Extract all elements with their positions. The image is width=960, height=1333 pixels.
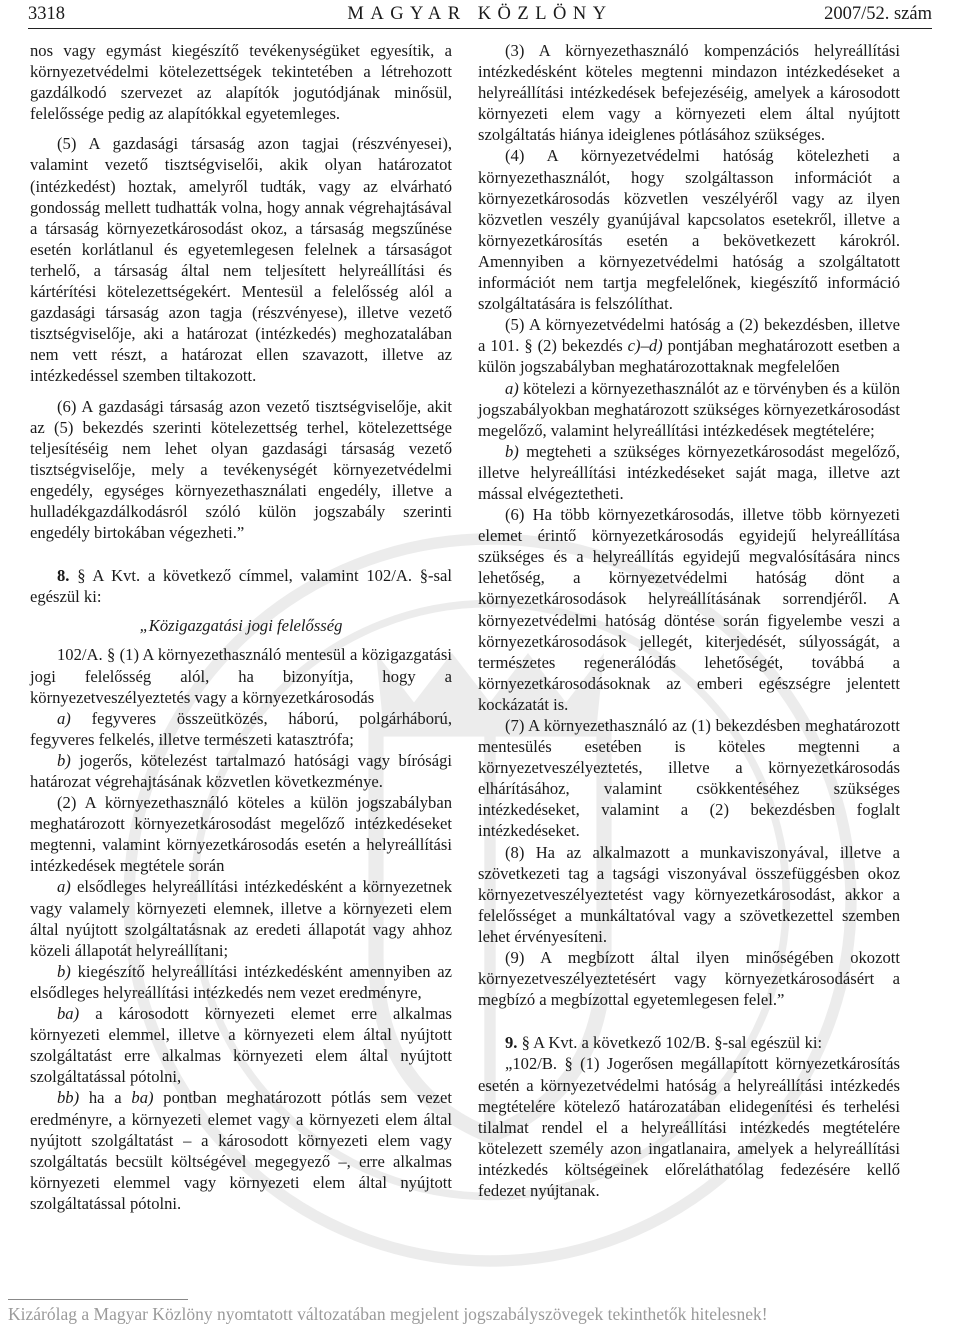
paragraph-text: (5) A környezetvédelmi hatóság a (2) bekezdésben, illetve a 101. § (2) bekezdés [478,315,900,356]
list-item [30,1087,452,1214]
left-column [30,40,452,1214]
paragraph-5 [478,314,900,377]
item-text: kötelezi a környezethasználót az e törvényben és a külön jogszabályokban meghatározott szükséges környezetkárosodást megelőző, valamint helyreállítási intézkedések megtételére; [478,378,900,440]
paragraph-9: (9) A megbízott által ilyen minőségében okozott környezetveszélyeztetésért vagy környezetkárosodásért a megbízó a megbízottal egyetemlegesen felel.” [478,948,900,1010]
item-text: fegyveres összeütközés, háború, polgárháború, fegyveres felkelés, illetve természeti katasztrófa; [30,708,452,749]
list-item [30,708,452,750]
item-text: megteheti a szükséges környezetkárosodást megelőző, illetve helyreállítási intézkedéseket saját maga, illetve azt mással elvégeztetheti. [478,441,900,503]
paragraph-8: (8) Ha az alkalmazott a munkaviszonyával, illetve a szövetkezeti tag a tagsági viszonyával összefüggésben okoz környezetveszélyeztetést vagy környezetkárosodást, akkor a felelősséget a munkáltatóval vagy a szövetkezettel szemben lehet érvényesíteni. [478,842,900,946]
item-label: b) [505,441,519,461]
section-number: 9. [505,1033,518,1053]
page-header [28,2,932,26]
paragraph-intro: nos vagy egymást kiegészítő tevékenységüket egyesítik, a környezetvédelmi kötelezettségek tekintetében a létrehozott gazdálkodó szervezet az alapítók jogutódjának minősül, felelőssége pedig az alapítókkal egyetemleges. [30,41,452,124]
item-text-prefix: ha a [88,1088,122,1108]
paragraph-102a-1: 102/A. § (1) A környezethasználó mentesül a közigazgatási jogi felelősség alól, ha bizonyítja, hogy a környezetveszélyeztetés vagy a környezetkárosodás [30,645,452,707]
paragraph-102b-1: „102/B. § (1) Jogerősen megállapított környezetkárosítás esetén a környezetvédelmi hatóság a helyreállítási intézkedés megtételére kötelező határozatában elidegenítési és terhelési tilalmat rendel el a helyreállítási intézkedés megtételére kötelezett személy azon ingatlanaira, amelyek a helyreállítási intézkedés költségeinek előreláthatólag fedezésére kellő fedezet nyújtanak. [478,1054,900,1200]
section-number: 8. [57,566,70,586]
page-number: 3318 [28,4,65,24]
item-text: elsődleges helyreállítási intézkedésként a környezetnek vagy valamely környezeti elemnek, illetve a környezeti elem által nyújtott szolgáltatásnak az eredeti állapotát vagy ahhoz közeli állapotát helyreállítani; [30,877,452,960]
section-8 [30,565,452,607]
paragraph-4: (4) A környezetvédelmi hatóság kötelezheti a környezethasználót, hogy szolgáltasson információt a környezetkárosodás közvetlen veszélyéről vagy az ilyen közvetlen veszély gyanújával kapcsolatos esetekről, illetve a környezetkárosítás esetén a bekövetkezett károkról. Amennyiben a környezetvédelmi hatóság a szolgáltatott információt nem tartja megfelelőnek, kiegészítő információ szolgáltatására is felszólíthat. [478,146,900,314]
item-reference: ba) [131,1088,154,1108]
paragraph-text: pontjában meghatározott esetben a külön jogszabályban meghatározottaknak megfelelően [478,336,901,377]
item-text: pontban meghatározott pótlás sem vezet eredményre, a környezeti elemet vagy a környezeti elem által nyújtott szolgáltatást – a károsodott környezeti elem vagy szolgáltatás becsült költségével megegyező –, erre alkalmas környezeti elemmel vagy környezeti elem által nyújtott szolgáltatással pótolni. [30,1088,452,1213]
publication-title: MAGYAR KÖZLÖNY [347,4,613,24]
section-9 [478,1032,900,1053]
list-item [30,750,452,792]
item-label: a) [57,708,71,728]
item-label: a) [57,877,71,897]
list-item [30,876,452,960]
authenticity-notice: Kizárólag a Magyar Közlöny nyomtatott változatában megjelent jogszabályszövegek tekinthetők hitelesnek! [8,1304,768,1324]
item-text: a károsodott környezeti elemet erre alkalmas környezeti elemmel, illetve a környezeti elem által nyújtott szolgáltatást erre alkalmas környezeti elem által nyújtott szolgáltatással pótolni, [30,1004,452,1087]
paragraph-102a-2: (2) A környezethasználó köteles a külön jogszabályban meghatározott környezetkárosodást megelőző intézkedéseket megtenni, valamint környezetkárosodás esetén a helyreállítási intézkedések megtétele során [30,793,452,876]
item-label: b) [57,750,71,770]
paragraph-7: (7) A környezethasználó az (1) bekezdésben meghatározott mentesülés esetében is köteles megtenni a környezetveszélyeztetés, illetve a környezetkárosodás elhárításához, valamint csökkentéséhez szükséges intézkedéseket, valamint a (2) bekezdésben foglalt intézkedéseket. [478,716,900,841]
item-text: kiegészítő helyreállítási intézkedésként amennyiben az elsődleges helyreállítási intézkedés nem vezet eredményre, [30,961,452,1002]
item-label: bb) [57,1088,80,1108]
paragraph-6: (6) A gazdasági társaság azon vezető tisztségviselője, akit az (5) bekezdés szerinti kötelezettség terhel, kötelezettsége teljesítéséig nem lehet olyan gazdasági társaság vezető tisztségviselője, mely a tevékenységét környezetvédelmi engedély, egységes környezethasználati engedély, illetve a hulladékgazdálkodásról szóló külön jogszabály szerinti engedély birtokában végezheti.” [30,396,452,543]
header-rule [28,28,932,29]
item-label: ba) [57,1004,80,1024]
paragraph-5: (5) A gazdasági társaság azon tagjai (részvényesei), valamint vezető tisztségviselői, akik olyan határozatot (intézkedést) hoztak, amelyről tudták, vagy az elvárható gondosság mellett tudhatták volna, hogy annak végrehajtásával a társaság környezetkárosodást okoz, a társaság megszűnése esetén korlátlanul és egyetemlegesen felelnek a társaságot terhelő, a társaság által nem teljesített helyreállítási és kártérítési kötelezettségekért. Mentesül a felelősség alól a gazdasági társaság azon tagja (részvényese), illetve vezető tisztségviselője, aki a határozat (intézkedés) meghozatalában nem vett részt, a határozat ellen szavazott, illetve az intézkedéssel szemben tiltakozott. [30,134,452,386]
list-item [30,1003,452,1087]
section-text: § A Kvt. a következő címmel, valamint 102/A. §-sal egészül ki: [30,566,452,607]
paragraph-3: (3) A környezethasználó kompenzációs helyreállítási intézkedésként köteles megtenni mindazon intézkedéseket a helyreállítási intézkedések befejezéséig, amelyek a károsodott környezeti elem vagy a környezeti elem által nyújtott szolgáltatás hiánya ideiglenes pótlásához szükséges. [478,41,900,145]
section-heading: „Közigazgatási jogi felelősség [139,616,343,636]
list-item [478,441,900,504]
list-item [478,378,900,441]
item-label: b) [57,961,71,981]
paragraph-6: (6) Ha több környezetkárosodás, illetve több környezeti elemet érintő környezetkárosodás egyidejű helyreállítása szükséges és a helyreállítás egyidejű megvalósítására nincs lehetőség, a környezetvédelmi hatóság dönt a környezetkárosodások helyreállításának sorrendjéről. A környezetvédelmi hatóság döntése során figyelembe veszi a környezetkárosodások jellegét, kiterjedését, súlyosságát, a természetes regenerálódás lehetőségét, továbbá a környezetkárosodásoknak az emberi egészségre jelentett kockázatát is. [478,505,900,714]
right-column [478,40,900,1201]
item-reference: c)–d) [627,336,663,356]
issue-number: 2007/52. szám [824,4,932,24]
list-item [30,961,452,1003]
footer-rule [8,1299,188,1300]
item-label: a) [505,378,519,398]
section-text: § A Kvt. a következő 102/B. §-sal egészül ki: [521,1033,823,1053]
item-text: jogerős, kötelezést tartalmazó hatósági vagy bírósági határozat végrehajtásának közvetlen következménye. [30,750,452,791]
